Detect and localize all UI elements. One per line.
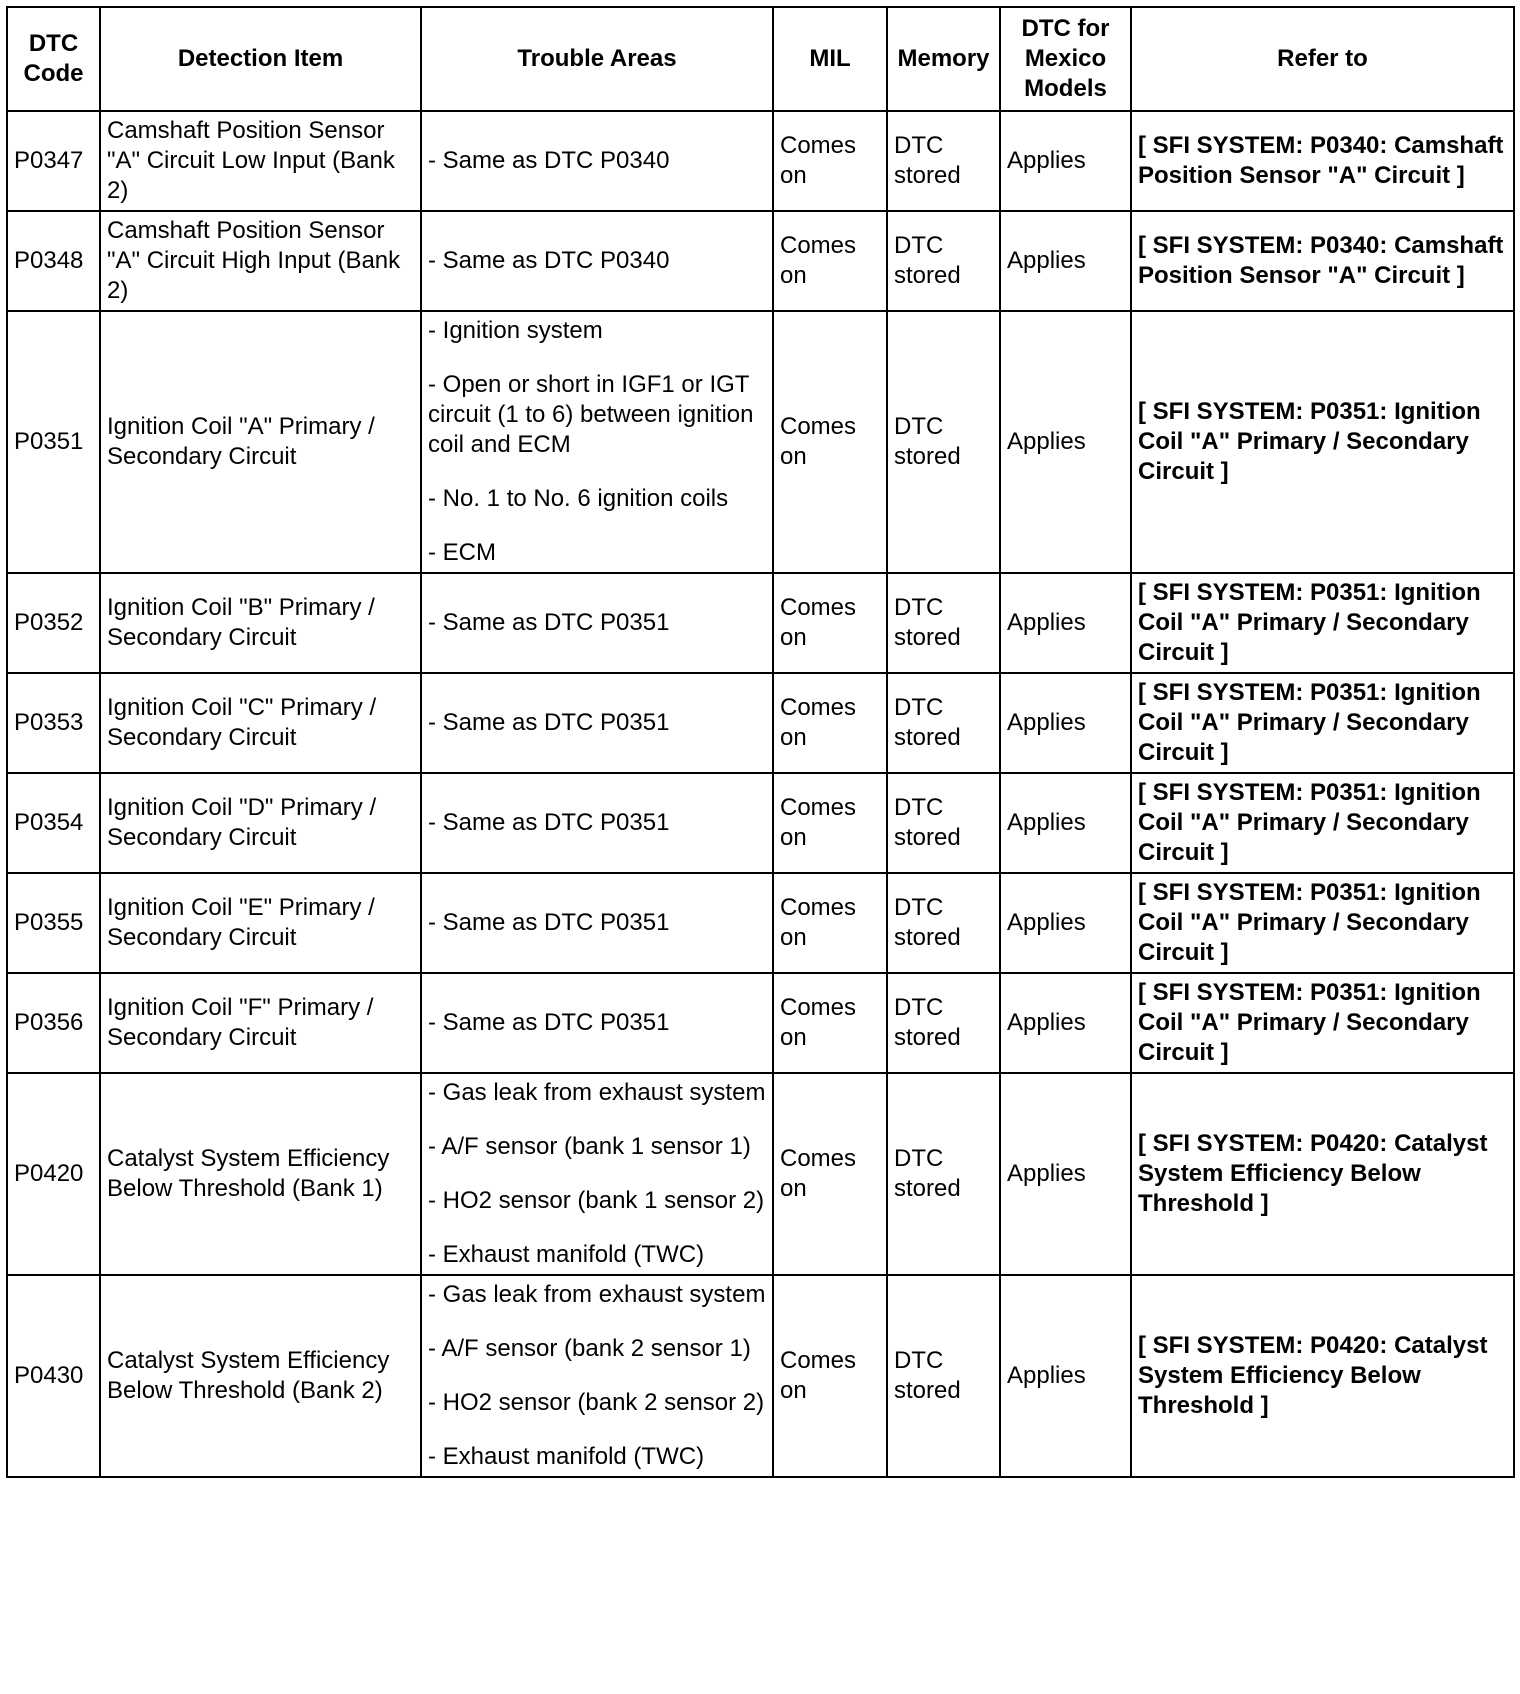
table-row [7, 311, 1514, 573]
trouble-area-item: - No. 1 to No. 6 ignition coils [428, 485, 729, 512]
mexico-models-cell: Applies [1000, 1073, 1131, 1275]
trouble-areas-cell [421, 673, 773, 773]
memory-cell: DTC stored [887, 973, 1000, 1073]
header-dtc-code: DTC Code [7, 7, 100, 111]
memory-cell: DTC stored [887, 1275, 1000, 1477]
trouble-area-item: - Same as DTC P0351 [428, 609, 670, 636]
dtc-code-cell: P0352 [7, 573, 100, 673]
mil-cell: Comes on [773, 973, 887, 1073]
refer-to-cell: [ SFI SYSTEM: P0351: Ignition Coil "A" Primary / Secondary Circuit ] [1131, 773, 1514, 873]
memory-cell: DTC stored [887, 873, 1000, 973]
refer-to-cell: [ SFI SYSTEM: P0420: Catalyst System Efficiency Below Threshold ] [1131, 1275, 1514, 1477]
dtc-code-cell: P0420 [7, 1073, 100, 1275]
table-row [7, 1275, 1514, 1477]
trouble-area-item: - Exhaust manifold (TWC) [428, 1241, 705, 1268]
memory-cell: DTC stored [887, 773, 1000, 873]
mil-cell: Comes on [773, 1275, 887, 1477]
refer-to-cell: [ SFI SYSTEM: P0351: Ignition Coil "A" Primary / Secondary Circuit ] [1131, 873, 1514, 973]
mexico-models-cell: Applies [1000, 573, 1131, 673]
table-row [7, 673, 1514, 773]
table-row [7, 1073, 1514, 1275]
detection-item-cell: Ignition Coil "B" Primary / Secondary Circuit [100, 573, 421, 673]
trouble-area-item: - HO2 sensor (bank 1 sensor 2) [428, 1187, 765, 1214]
trouble-area-item: - Same as DTC P0351 [428, 909, 670, 936]
header-row [7, 7, 1514, 111]
detection-item-cell: Camshaft Position Sensor "A" Circuit Low Input (Bank 2) [100, 111, 421, 211]
memory-cell: DTC stored [887, 211, 1000, 311]
dtc-code-cell: P0347 [7, 111, 100, 211]
dtc-code-cell: P0353 [7, 673, 100, 773]
mexico-models-cell: Applies [1000, 311, 1131, 573]
dtc-code-cell: P0430 [7, 1275, 100, 1477]
refer-to-cell: [ SFI SYSTEM: P0351: Ignition Coil "A" Primary / Secondary Circuit ] [1131, 573, 1514, 673]
mil-cell: Comes on [773, 773, 887, 873]
memory-cell: DTC stored [887, 111, 1000, 211]
mil-cell: Comes on [773, 873, 887, 973]
memory-cell: DTC stored [887, 1073, 1000, 1275]
detection-item-cell: Catalyst System Efficiency Below Threshold (Bank 2) [100, 1275, 421, 1477]
mexico-models-cell: Applies [1000, 973, 1131, 1073]
trouble-areas-cell [421, 211, 773, 311]
refer-to-cell: [ SFI SYSTEM: P0351: Ignition Coil "A" Primary / Secondary Circuit ] [1131, 973, 1514, 1073]
table-row [7, 111, 1514, 211]
table-row [7, 573, 1514, 673]
mil-cell: Comes on [773, 211, 887, 311]
trouble-areas-cell [421, 1275, 773, 1477]
memory-cell: DTC stored [887, 573, 1000, 673]
trouble-area-item: - Same as DTC P0351 [428, 1009, 670, 1036]
memory-cell: DTC stored [887, 673, 1000, 773]
trouble-area-item: - Same as DTC P0340 [428, 147, 670, 174]
dtc-code-cell: P0348 [7, 211, 100, 311]
header-mil: MIL [773, 7, 887, 111]
trouble-area-item: - Gas leak from exhaust system [428, 1079, 766, 1106]
dtc-code-cell: P0356 [7, 973, 100, 1073]
header-memory: Memory [887, 7, 1000, 111]
refer-to-cell: [ SFI SYSTEM: P0420: Catalyst System Efficiency Below Threshold ] [1131, 1073, 1514, 1275]
trouble-area-item: - Same as DTC P0351 [428, 709, 670, 736]
header-detection-item: Detection Item [100, 7, 421, 111]
table-row [7, 973, 1514, 1073]
header-mexico-models: DTC for Mexico Models [1000, 7, 1131, 111]
header-refer-to: Refer to [1131, 7, 1514, 111]
refer-to-cell: [ SFI SYSTEM: P0340: Camshaft Position Sensor "A" Circuit ] [1131, 111, 1514, 211]
detection-item-cell: Camshaft Position Sensor "A" Circuit High Input (Bank 2) [100, 211, 421, 311]
trouble-area-item: - Exhaust manifold (TWC) [428, 1443, 705, 1470]
mexico-models-cell: Applies [1000, 111, 1131, 211]
table-row [7, 873, 1514, 973]
trouble-area-item: - HO2 sensor (bank 2 sensor 2) [428, 1389, 765, 1416]
mexico-models-cell: Applies [1000, 673, 1131, 773]
trouble-area-item: - A/F sensor (bank 2 sensor 1) [428, 1335, 751, 1362]
refer-to-cell: [ SFI SYSTEM: P0351: Ignition Coil "A" Primary / Secondary Circuit ] [1131, 311, 1514, 573]
mil-cell: Comes on [773, 111, 887, 211]
refer-to-cell: [ SFI SYSTEM: P0340: Camshaft Position Sensor "A" Circuit ] [1131, 211, 1514, 311]
trouble-areas-cell [421, 973, 773, 1073]
trouble-area-item: - Ignition system [428, 317, 603, 344]
trouble-areas-cell [421, 311, 773, 573]
detection-item-cell: Ignition Coil "E" Primary / Secondary Circuit [100, 873, 421, 973]
dtc-table [6, 6, 1515, 1478]
mil-cell: Comes on [773, 673, 887, 773]
refer-to-cell: [ SFI SYSTEM: P0351: Ignition Coil "A" Primary / Secondary Circuit ] [1131, 673, 1514, 773]
mil-cell: Comes on [773, 311, 887, 573]
mil-cell: Comes on [773, 1073, 887, 1275]
trouble-area-item: - A/F sensor (bank 1 sensor 1) [428, 1133, 751, 1160]
detection-item-cell: Ignition Coil "D" Primary / Secondary Circuit [100, 773, 421, 873]
trouble-areas-cell [421, 111, 773, 211]
table-body [7, 111, 1514, 1477]
dtc-code-cell: P0354 [7, 773, 100, 873]
table-row [7, 773, 1514, 873]
trouble-area-item: - ECM [428, 539, 496, 566]
dtc-code-cell: P0355 [7, 873, 100, 973]
trouble-area-item: - Same as DTC P0351 [428, 809, 670, 836]
detection-item-cell: Ignition Coil "C" Primary / Secondary Circuit [100, 673, 421, 773]
memory-cell: DTC stored [887, 311, 1000, 573]
table-row [7, 211, 1514, 311]
trouble-area-item: - Open or short in IGF1 or IGT circuit (1 to 6) between ignition coil and ECM [428, 371, 754, 458]
detection-item-cell: Ignition Coil "F" Primary / Secondary Circuit [100, 973, 421, 1073]
mexico-models-cell: Applies [1000, 1275, 1131, 1477]
header-trouble-areas: Trouble Areas [421, 7, 773, 111]
mexico-models-cell: Applies [1000, 211, 1131, 311]
mil-cell: Comes on [773, 573, 887, 673]
dtc-code-cell: P0351 [7, 311, 100, 573]
trouble-areas-cell [421, 873, 773, 973]
detection-item-cell: Ignition Coil "A" Primary / Secondary Circuit [100, 311, 421, 573]
mexico-models-cell: Applies [1000, 873, 1131, 973]
mexico-models-cell: Applies [1000, 773, 1131, 873]
trouble-area-item: - Gas leak from exhaust system [428, 1281, 766, 1308]
trouble-areas-cell [421, 573, 773, 673]
trouble-areas-cell [421, 773, 773, 873]
detection-item-cell: Catalyst System Efficiency Below Threshold (Bank 1) [100, 1073, 421, 1275]
trouble-areas-cell [421, 1073, 773, 1275]
trouble-area-item: - Same as DTC P0340 [428, 247, 670, 274]
